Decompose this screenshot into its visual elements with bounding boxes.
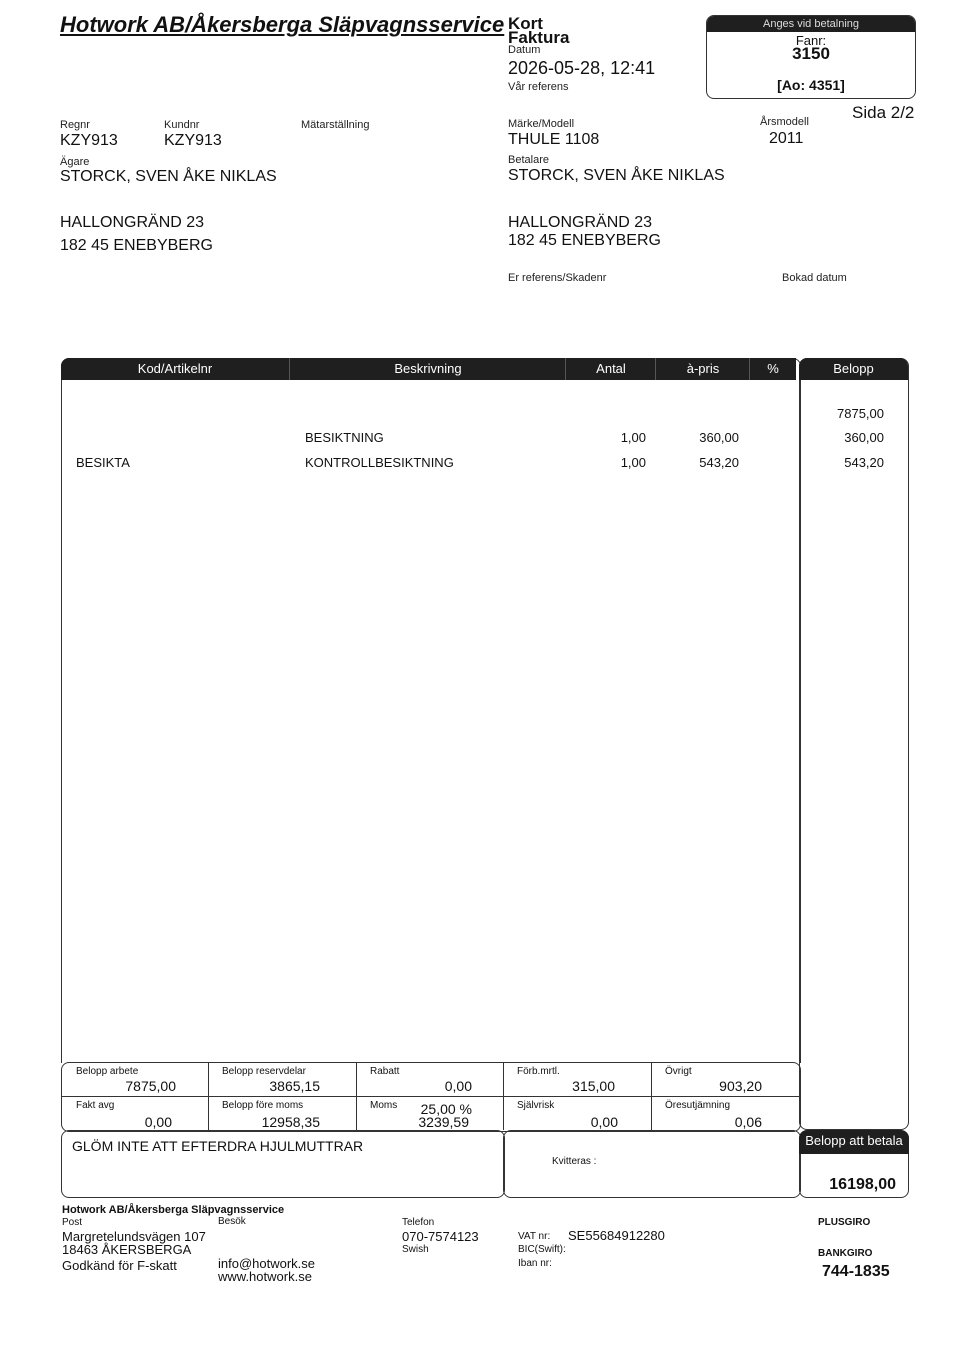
row-price: 360,00 xyxy=(699,430,739,445)
row-amount: 7875,00 xyxy=(837,406,884,421)
col-header-price: à-pris xyxy=(655,358,750,380)
invoice-date: 2026-05-28, 12:41 xyxy=(508,58,656,78)
footer-plusgiro-label: PLUSGIRO xyxy=(818,1217,871,1228)
address-left-city: 182 45 ENEBYBERG xyxy=(60,237,213,254)
row-qty: 1,00 xyxy=(620,430,646,445)
ao-number: [Ao: 4351] xyxy=(777,77,845,93)
row-price: 543,20 xyxy=(699,455,739,470)
invoice-box-header: Anges vid betalning xyxy=(707,16,915,32)
col-header-qty: Antal xyxy=(565,358,656,380)
make-value: THULE 1108 xyxy=(508,131,600,148)
footer-visit-label: Besök xyxy=(218,1216,246,1227)
date-label: Datum xyxy=(508,44,541,56)
note-text: GLÖM INTE ATT EFTERDRA HJULMUTTRAR xyxy=(72,1138,364,1154)
row-amount: 543,20 xyxy=(844,455,884,470)
owner-value: STORCK, SVEN ÅKE NIKLAS xyxy=(60,168,277,185)
vat-percent: 25,00 % xyxy=(420,1101,472,1117)
summary-col-divider xyxy=(356,1063,357,1130)
doc-type-line1: Kort xyxy=(508,14,543,33)
col-header-pct: % xyxy=(749,358,796,380)
summary-col-divider xyxy=(651,1063,652,1130)
your-ref-label: Er referens/Skadenr xyxy=(508,272,607,284)
deductible-label: Självrisk xyxy=(517,1100,555,1111)
payer-label: Betalare xyxy=(508,154,549,166)
fanr-value: 3150 xyxy=(792,44,830,63)
footer-vat-label: VAT nr: xyxy=(518,1231,551,1242)
consumables-value: 315,00 xyxy=(572,1078,615,1094)
col-header-desc: Beskrivning xyxy=(289,358,566,380)
footer-web: www.hotwork.se xyxy=(218,1269,312,1284)
doc-type-line2: Faktura xyxy=(508,28,570,47)
vat-label: Moms xyxy=(370,1100,398,1111)
owner-label: Ägare xyxy=(60,156,90,168)
company-title: Hotwork AB/Åkersberga Släpvagnsservice xyxy=(60,12,505,37)
fanr-label: Fanr: xyxy=(795,33,827,48)
footer-company: Hotwork AB/Åkersberga Släpvagnsservice xyxy=(62,1204,285,1216)
footer-bic-label: BIC(Swift): xyxy=(518,1244,566,1255)
booked-date-label: Bokad datum xyxy=(782,272,847,284)
year-value: 2011 xyxy=(769,130,804,147)
other-label: Övrigt xyxy=(665,1066,692,1077)
receipt-label: Kvitteras : xyxy=(552,1156,597,1167)
parts-label: Belopp reservdelar xyxy=(222,1066,306,1077)
rounding-value: 0,06 xyxy=(734,1114,762,1130)
summary-col-divider xyxy=(208,1063,209,1130)
footer-email: info@hotwork.se xyxy=(218,1256,316,1271)
parts-value: 3865,15 xyxy=(269,1078,320,1094)
footer-bankgiro: 744-1835 xyxy=(822,1263,890,1280)
other-value: 903,20 xyxy=(719,1078,762,1094)
address-right-city: 182 45 ENEBYBERG xyxy=(508,232,661,249)
footer-bankgiro-label: BANKGIRO xyxy=(818,1248,873,1259)
kundnr-label: Kundnr xyxy=(164,119,200,131)
address-right-street: HALLONGRÄND 23 xyxy=(508,214,653,231)
row-qty: 1,00 xyxy=(620,455,646,470)
footer-phone: 070-7574123 xyxy=(402,1229,479,1244)
fee-value: 0,00 xyxy=(144,1114,172,1130)
total-amount: 16198,00 xyxy=(829,1176,896,1193)
footer-street: Margretelundsvägen 107 xyxy=(62,1229,206,1244)
regnr-value: KZY913 xyxy=(60,132,118,149)
row-amount: 360,00 xyxy=(844,430,884,445)
deductible-value: 0,00 xyxy=(590,1114,618,1130)
kundnr-value: KZY913 xyxy=(164,132,222,149)
our-ref-label: Vår referens xyxy=(508,81,569,93)
year-label: Årsmodell xyxy=(760,116,809,128)
vat-value: 3239,59 xyxy=(418,1114,469,1130)
footer-phone-label: Telefon xyxy=(402,1217,435,1228)
discount-label: Rabatt xyxy=(370,1066,400,1077)
pre-vat-label: Belopp före moms xyxy=(222,1100,304,1111)
page-number: Sida 2/2 xyxy=(852,103,915,122)
labor-label: Belopp arbete xyxy=(76,1066,139,1077)
labor-value: 7875,00 xyxy=(125,1078,176,1094)
row-desc: BESIKTNING xyxy=(305,430,384,445)
regnr-label: Regnr xyxy=(60,119,90,131)
footer-iban-label: Iban nr: xyxy=(518,1258,552,1269)
rounding-label: Öresutjämning xyxy=(665,1100,731,1111)
col-header-amount: Belopp xyxy=(799,358,908,380)
row-code: BESIKTA xyxy=(76,455,130,470)
make-label: Märke/Modell xyxy=(508,118,575,130)
footer-ftax: Godkänd för F-skatt xyxy=(62,1258,177,1273)
total-label: Belopp att betala xyxy=(799,1130,909,1154)
discount-value: 0,00 xyxy=(444,1078,472,1094)
consumables-label: Förb.mrtl. xyxy=(517,1066,560,1077)
footer-vat: SE55684912280 xyxy=(568,1228,665,1243)
footer-swish-label: Swish xyxy=(402,1244,429,1255)
receipt-box xyxy=(503,1130,801,1198)
fee-label: Fakt avg xyxy=(76,1100,115,1111)
row-desc: KONTROLLBESIKTNING xyxy=(305,455,454,470)
footer-post-label: Post xyxy=(62,1217,83,1228)
meter-label: Mätarställning xyxy=(301,119,370,131)
pre-vat-value: 12958,35 xyxy=(261,1114,320,1130)
summary-divider xyxy=(61,1096,801,1097)
address-left-street: HALLONGRÄND 23 xyxy=(60,214,205,231)
col-header-code: Kod/Artikelnr xyxy=(61,358,289,380)
amount-column-frame xyxy=(799,358,909,1130)
summary-col-divider xyxy=(503,1063,504,1130)
footer-city: 18463 ÅKERSBERGA xyxy=(62,1242,192,1257)
payer-value: STORCK, SVEN ÅKE NIKLAS xyxy=(508,167,725,184)
